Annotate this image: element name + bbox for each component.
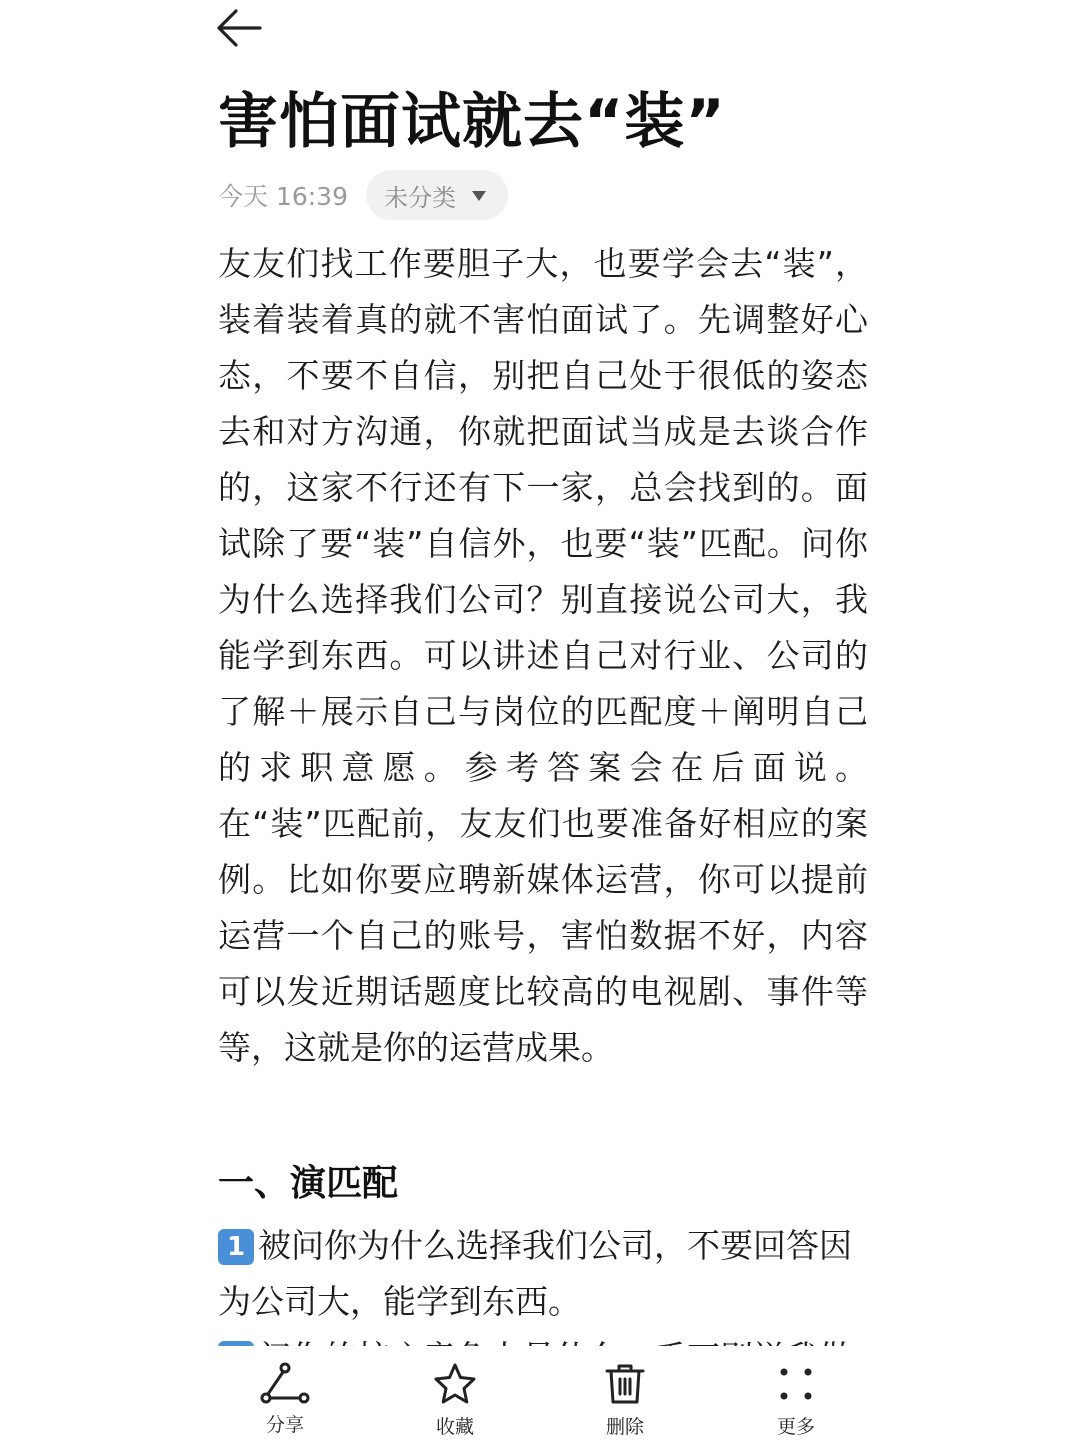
share-label: 分享 [265, 1414, 304, 1436]
more-button[interactable] [736, 1346, 856, 1440]
share-icon [260, 1362, 310, 1404]
delete-button[interactable] [565, 1346, 685, 1440]
delete-label: 删除 [605, 1416, 644, 1438]
note-paragraph: 友友们找工作要胆子大，也要学会去“装”，装着装着真的就不害怕面试了。先调整好心态，不要不自信，别把自己处于很低的姿态去和对方沟通，你就把面试当成是去谈合作的，这家不行还有下一家，总会找到的。面试除了要“装”自信外，也要“装”匹配。问你为什么选择我们公司？别直接说公司大，我能学到东西。可以讲述自己对行业、公司的了解＋展示自己与岗位的匹配度＋阐明自己的求职意愿。参考答案会在后面说。在“装”匹配前，友友们也要准备好相应的案例。比如你要应聘新媒体运营，你可以提前运营一个自己的账号，害怕数据不好，内容可以发近期话题度比较高的电视剧、事件等等，这就是你的运营成果。 [218, 244, 868, 1067]
category-dropdown[interactable] [366, 170, 508, 220]
section-heading: 一、演匹配 [218, 1163, 399, 1204]
page-title: 害怕面试就去“装” [218, 87, 726, 157]
category-label: 未分类 [384, 183, 456, 212]
caret-down-icon [472, 191, 486, 201]
note-meta [218, 170, 508, 220]
favorite-label: 收藏 [435, 1416, 474, 1438]
list-item-text: 被问你为什么选择我们公司，不要回答因为公司大，能学到东西。 [218, 1226, 852, 1321]
back-button[interactable] [214, 6, 270, 50]
bottom-toolbar [0, 1346, 1080, 1440]
share-button[interactable] [225, 1346, 345, 1440]
more-icon [774, 1362, 818, 1406]
arrow-left-icon [214, 8, 262, 48]
favorite-button[interactable] [395, 1346, 515, 1440]
note-timestamp: 今天 16:39 [218, 182, 348, 211]
list-item [218, 1218, 868, 1330]
trash-icon [603, 1362, 647, 1406]
note-content[interactable] [218, 236, 868, 1344]
more-label: 更多 [776, 1416, 815, 1438]
number-1-icon: 1 [218, 1229, 254, 1265]
star-icon [432, 1362, 478, 1406]
